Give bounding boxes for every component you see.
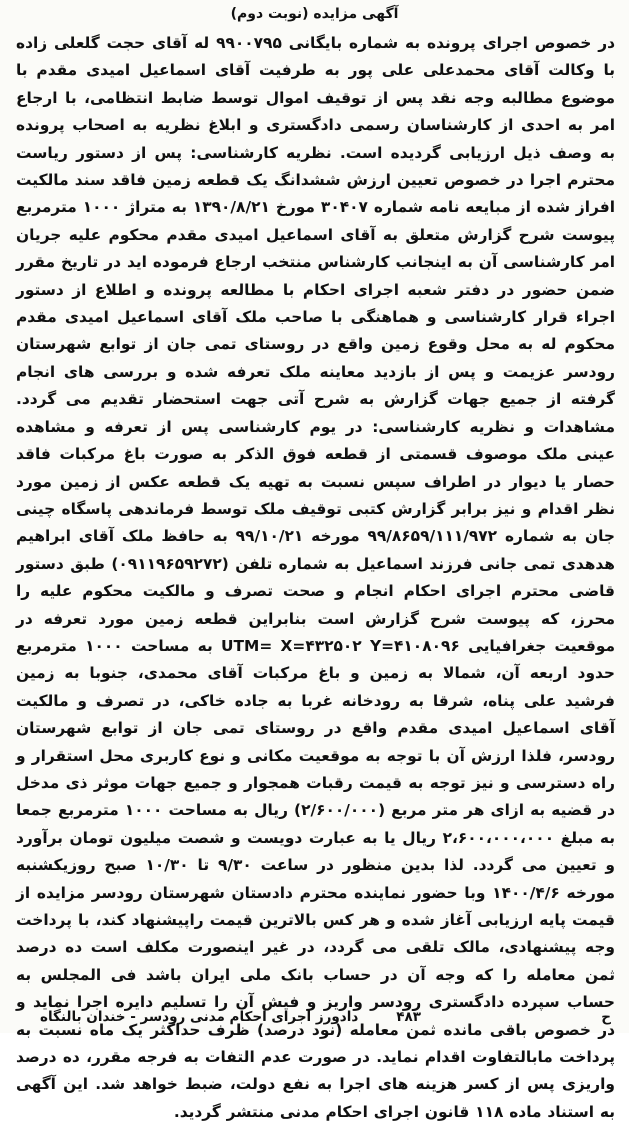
notice-signer: دادورز اجرای احکام مدنی رودسر - خندان بالنگاه	[40, 1009, 359, 1025]
notice-body: در خصوص اجرای پرونده به شماره بایگانی ۹۹۰۰۷۹۵ له آقای حجت گلعلی زاده با وکالت آقای محمدعلی علی پور به طرفیت آقای اسماعیل امیدی مقدم با موضوع مطالبه وجه نقد پس از توقیف اموال توسط ضابط انتظامی، با ارجاع امر به احدی از کارشناسان رسمی دادگستری و ابلاغ نظریه به اصحاب پرونده به وصف ذیل ارزیابی گردیده است. نظریه کارشناسی: پس از دستور ریاست محترم اجرا در خصوص تعیین ارزش ششدانگ یک قطعه زمین فاقد سند مالکیت افراز شده از مبایعه نامه شماره ۳۰۴۰۷ مورخ ۱۳۹۰/۸/۲۱ به متراژ ۱۰۰۰ مترمربع پیوست شرح گزارش متعلق به آقای اسماعیل امیدی مقدم محکوم علیه جریان امر کارشناسی آن به اینجانب کارشناس منتخب ارجاع فرموده اید در تاریخ مقرر ضمن حضور در دفتر شعبه اجرای احکام با مطالعه پرونده و اطلاع از دستور اجراء قرار کارشناسی و هماهنگی با صاحب ملک آقای اسماعیل امیدی مقدم محکوم له به محل وقوع زمین واقع در روستای تمی جان از توابع شهرستان رودسر عزیمت و پس از بازدید معاینه ملک تعرفه شده و بررسی های انجام گرفته از جمیع جهات گزارش به شرح آتی جهت استحضار تقدیم می گردد. مشاهدات و نظریه کارشناسی: در یوم کارشناسی پس از تعرفه و مشاهده عینی ملک موصوف قسمتی از قطعه فوق الذکر به صورت باغ مرکبات فاقد حصار یا دیوار در اطراف سپس نسبت به تهیه یک قطعه عکس از زمین مورد نظر اقدام و نیز برابر گزارش کتبی توقیف ملک توسط فرماندهی پاسگاه چینی جان به شماره ۹۹/۸۶۵۹/۱۱۱/۹۷۲ مورخه ۹۹/۱۰/۲۱ به حافظ ملک آقای ابراهیم هدهدی تمی جانی فرزند اسماعیل به شماره تلفن (۰۹۱۱۹۶۵۹۲۷۲) طبق دستور قاضی محترم اجرای احکام انجام و صحت تصرف و مالکیت محکوم علیه را محرز، که پیوست شرح گزارش است بنابراین قطعه زمین مورد تعرفه در موقعیت جغرافیایی UTM= X=۴۳۲۵۰۲ Y=۴۱۰۸۰۹۶ به مساحت ۱۰۰۰ مترمربع حدود اربعه آن، شمالا به زمین و باغ مرکبات آقای محمدی، جنوبا به زمین فرشید علی پناه، شرقا به رودخانه غربا به جاده خاکی، در تصرف و مالکیت آقای اسماعیل امیدی مقدم واقع در روستای تمی جان از توابع شهرستان رودسر، فلذا ارزش آن با توجه به موقعیت مکانی و نوع کاربری محل استقرار و راه دسترسی و نیز توجه به قیمت رقبات همجوار و جمیع جهات موثر ذی مدخل در قضیه به ازای هر متر مربع (۲/۶۰۰/۰۰۰) ریال به مساحت ۱۰۰۰ مترمربع جمعا به مبلغ ۲،۶۰۰،۰۰۰،۰۰۰ ریال یا به عبارت دویست و شصت میلیون تومان برآورد و تعیین می گردد. لذا بدین منظور در ساعت ۹/۳۰ تا ۱۰/۳۰ صبح روزیکشنبه مورخه ۱۴۰۰/۴/۶ وبا حضور نماینده محترم دادستان شهرستان رودسر مزایده از قیمت پایه ارزیابی آغاز شده و هر کس بالاترین قیمت راپیشنهاد کند، با پرداخت وجه پیشنهادی، مالک تلقی می گردد، در غیر اینصورت مکلف است ده درصد ثمن معامله را که وجه آن در حساب بانک ملی ایران باشد فی المجلس به حساب سپرده دادگستری رودسر واریز و فیش آن را تسلیم دایره اجرا نماید و در خصوص باقی مانده ثمن معامله (نود درصد) ظرف حداکثر یک ماه نسبت به پرداخت مابالتفاوت اقدام نماید. در صورت عدم التفات به فرجه مقرر، ده درصد واریزی پس از کسر هزینه های اجرا به نفع دولت، ضبط خواهد شد. این آگهی به استناد ماده ۱۱۸ قانون اجرای احکام مدنی منتشر گردید.	[16, 34, 616, 1121]
notice-title: آگهی مزایده (نوبت دوم)	[230, 6, 399, 22]
notice-number: ۴۸۳	[396, 1009, 421, 1025]
notice-footer	[0, 1006, 629, 1028]
notice-code: ح	[601, 1009, 611, 1025]
